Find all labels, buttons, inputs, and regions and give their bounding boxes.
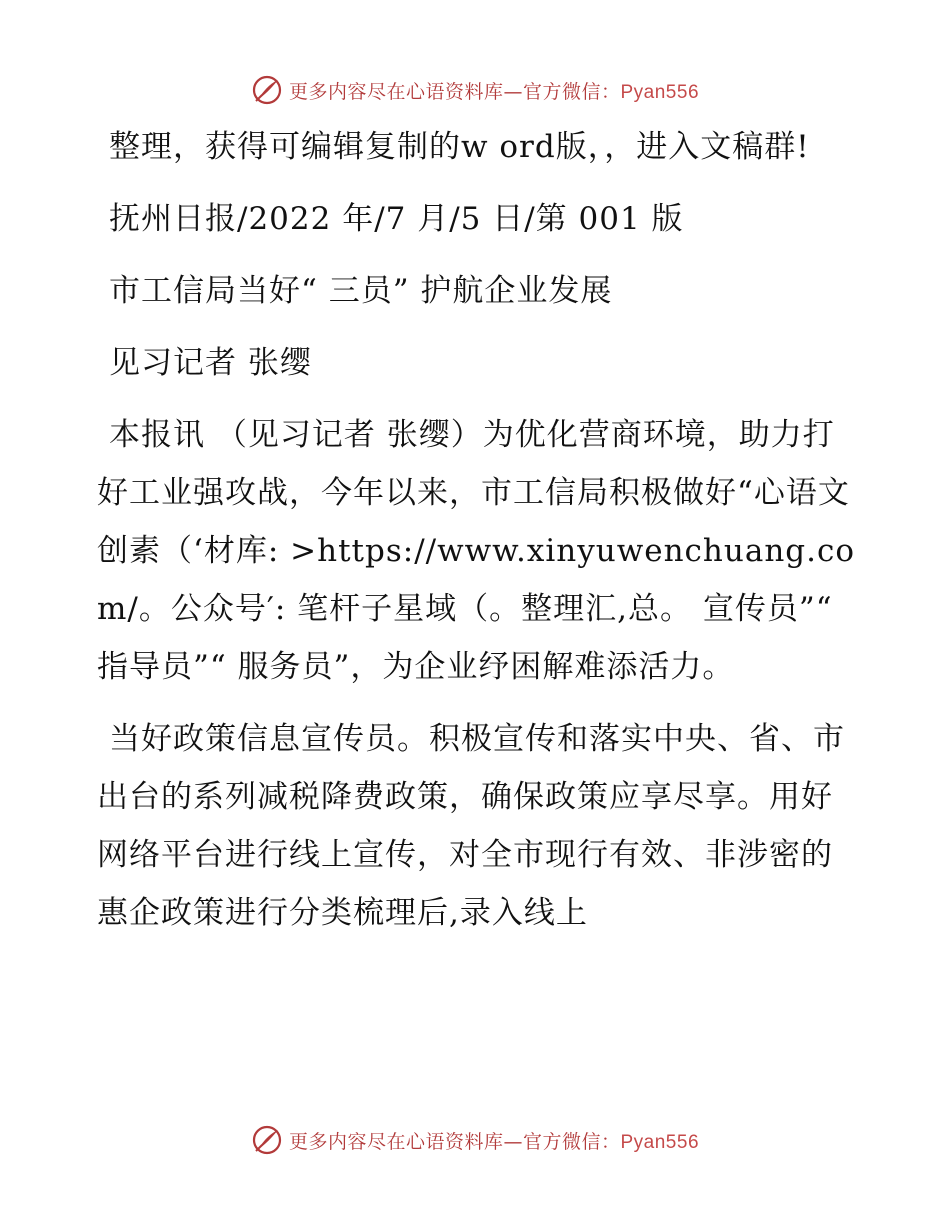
feather-pen-logo-icon	[251, 74, 283, 106]
banner-text: 更多内容尽在心语资料库—官方微信：Pyan556	[288, 1130, 700, 1153]
paragraph-policy: 当好政策信息宣传员。积极宣传和落实中央、省、市出台的系列减税降费政策，确保政策应享尽享。用好网络平台进行线上宣传，对全市现行有效、非涉密的惠企政策进行分类梳理后,录入线上	[97, 721, 845, 931]
paragraph-source-line: 抚州日报/2022 年/7 月/5 日/第 001 版	[109, 201, 684, 237]
feather-pen-logo-icon	[251, 1124, 283, 1156]
article-title: 市工信局当好“ 三员” 护航企业发展	[109, 273, 613, 309]
header-watermark-banner	[0, 70, 950, 110]
footer-watermark-banner	[0, 1120, 950, 1160]
paragraph-lead: 本报讯 （见习记者 张缨）为优化营商环境，助力打好工业强攻战，今年以来，市工信局积极做好“心语文创素（‘材库: >https://www.xinyuwenchuang.com/。公众号′: 笔杆子星域（。整理汇,总。 宣传员”“ 指导员”“ 服务员”，为企业纾困解难添活力。	[97, 417, 856, 685]
paragraph-intro: 整理，获得可编辑复制的w ord版，，进入文稿群!	[109, 129, 810, 165]
article-byline: 见习记者 张缨	[109, 345, 312, 381]
banner-text: 更多内容尽在心语资料库—官方微信：Pyan556	[288, 80, 700, 103]
document-body	[97, 118, 857, 956]
